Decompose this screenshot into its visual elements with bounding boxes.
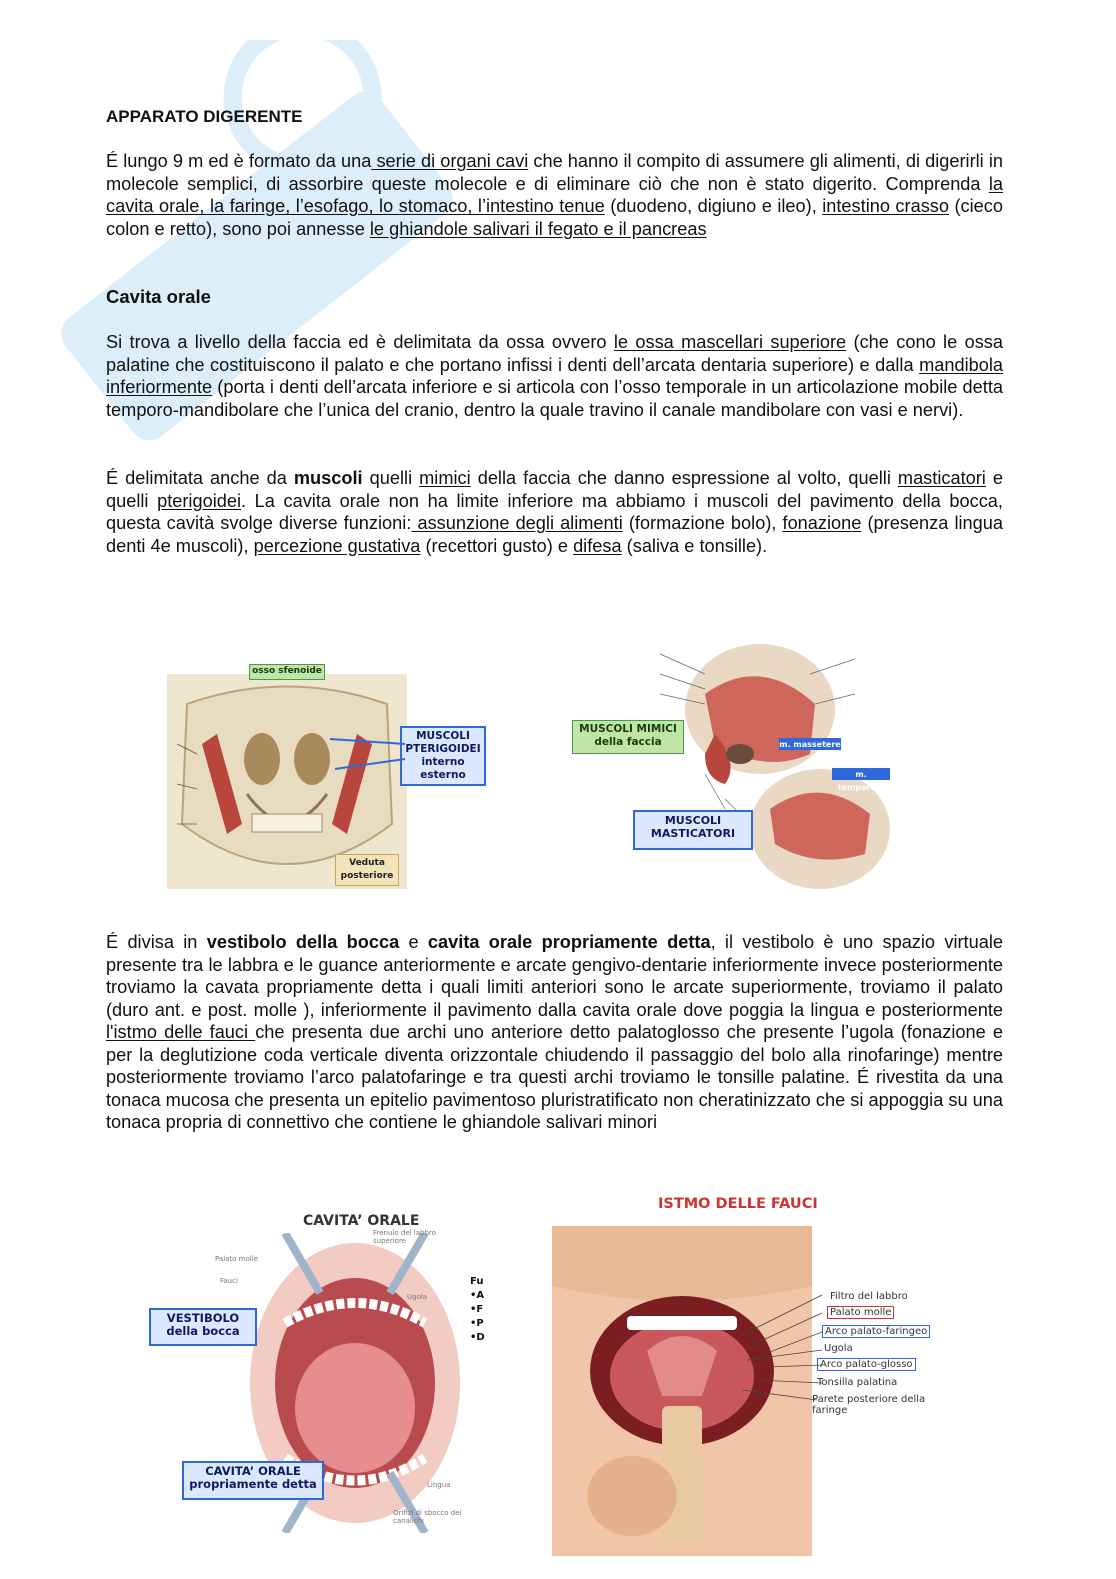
label-ugola: Ugola	[407, 1293, 428, 1301]
label-vestibolo-bocca: VESTIBOLO della bocca	[149, 1308, 257, 1346]
document-title: APPARATO DIGERENTE	[106, 107, 303, 126]
label-muscoli-masticatori: MUSCOLI MASTICATORI	[633, 810, 753, 850]
figure-cavita-orale	[145, 1205, 485, 1540]
label-palato-molle: Palato molle	[215, 1255, 258, 1263]
figure-cavita-orale-title: CAVITA’ ORALE	[303, 1213, 420, 1229]
label-arco-palato-glosso: Arco palato-glosso	[817, 1358, 916, 1371]
side-item: Fu	[470, 1276, 484, 1287]
side-item: •F	[470, 1304, 484, 1315]
figure-muscoli-faccia	[565, 634, 895, 904]
label-muscoli-mimici: MUSCOLI MIMICI della faccia	[572, 720, 684, 754]
arrow-icon	[325, 734, 415, 774]
label-osso-sfenoide: osso sfenoide	[249, 664, 325, 680]
label-tonsilla-palatina: Tonsilla palatina	[817, 1377, 898, 1388]
label-parete-faringe: Parete posteriore della faringe	[812, 1394, 926, 1416]
leader-lines	[742, 1295, 822, 1415]
side-item: •P	[470, 1318, 484, 1329]
intro-paragraph: É lungo 9 m ed è formato da una serie di organi cavi che hanno il compito di assumere gli alimenti, di digerirli in molecole semplici, di assorbire queste molecole e di eliminare ciò che non è stato digerito. Comprenda la cavita orale, la faringe, l’esofago, lo stomaco, l’intestino tenue (duodeno, digiuno e ileo), intestino crasso (cieco colon e retto), sono poi annesse le ghiandole salivari il fegato e il pancreas	[106, 151, 1003, 239]
label-lingua: Lingua	[427, 1481, 451, 1489]
label-veduta-posteriore: Veduta posteriore	[335, 854, 399, 886]
side-list	[470, 1275, 485, 1345]
label-fauci: Fauci	[220, 1277, 238, 1285]
paragraph-muscoli: É delimitata anche da muscoli quelli mimici della faccia che danno espressione al volto, quelli masticatori e quelli pterigoidei. La cavita orale non ha limite inferiore ma abbiamo i muscoli del pavimento della bocca, questa cavità svolge diverse funzioni: assunzione degli alimenti (formazione bolo), fonazione (presenza lingua denti 4e muscoli), percezione gustativa (recettori gusto) e difesa (saliva e tonsille).	[106, 468, 1004, 556]
side-item: •D	[470, 1332, 485, 1343]
figure-istmo-title: ISTMO DELLE FAUCI	[658, 1196, 818, 1212]
label-orifizi: Orifizi di sbocco dei canalichi	[393, 1509, 462, 1525]
label-filtro-labbro: Filtro del labbro	[830, 1291, 908, 1302]
label-muscoli-pterigoidei: MUSCOLI PTERIGOIDEI interno esterno	[400, 726, 486, 786]
paragraph-vestibolo: É divisa in vestibolo della bocca e cavita orale propriamente detta, il vestibolo è uno spazio virtuale presente tra le labbra e le guance anteriormente e arcate gengivo-dentarie inferiormente invece posteriormente troviamo la cavata propriamente detta i quali limiti anteriori sono le arcate superiormente, troviamo il palato (duro ant. e post. molle ), inferiormente il pavimento dalla cavita orale dove poggia la lingua e posteriormente l'istmo delle fauci che presenta due archi uno anteriore detto palatoglosso che presente l’ugola (fonazione e per la deglutizione coda verticale diventa orizzontale chiudendo il passaggio del bolo alla rinofaringe) mentre posteriormente troviamo l’arco palatofaringe e tra questi archi troviamo le tonsille palatine. É rivestita da una tonaca mucosa che presenta un epitelio pavimentoso pluristratificato non cheratinizzato che si appoggia su una tonaca propria di connettivo che contiene le ghiandole salivari minori	[106, 932, 1003, 1132]
label-frenulo: Frenulo del labbro superiore	[373, 1229, 436, 1245]
figure-istmo-fauci	[552, 1190, 962, 1560]
label-ugola: Ugola	[824, 1343, 853, 1354]
label-palato-molle: Palato molle	[827, 1306, 894, 1319]
side-item: •A	[470, 1290, 485, 1301]
label-massetere: m. massetere	[779, 740, 841, 749]
paragraph-ossa: Si trova a livello della faccia ed è delimitata da ossa ovvero le ossa mascellari superiore (che cono le ossa palatine che costituiscono il palato e che portano infissi i denti dell’arcata dentaria superiore) e dalla mandibola inferiormente (porta i denti dell’arcata inferiore e si articola con l’osso temporale in un articolazione mobile detta temporo-mandibolare che l’unica del cranio, dentro la quale travino il canale mandibolare con vasi e nervi).	[106, 332, 1003, 420]
figure-pterigoidei	[165, 664, 495, 888]
label-cavita-orale-propriamente: CAVITA’ ORALE propriamente detta	[182, 1461, 324, 1500]
label-temporale: m. temporale	[832, 768, 890, 780]
section-title: Cavita orale	[106, 286, 211, 307]
label-arco-palato-faringeo: Arco palato-faringeo	[822, 1325, 930, 1338]
